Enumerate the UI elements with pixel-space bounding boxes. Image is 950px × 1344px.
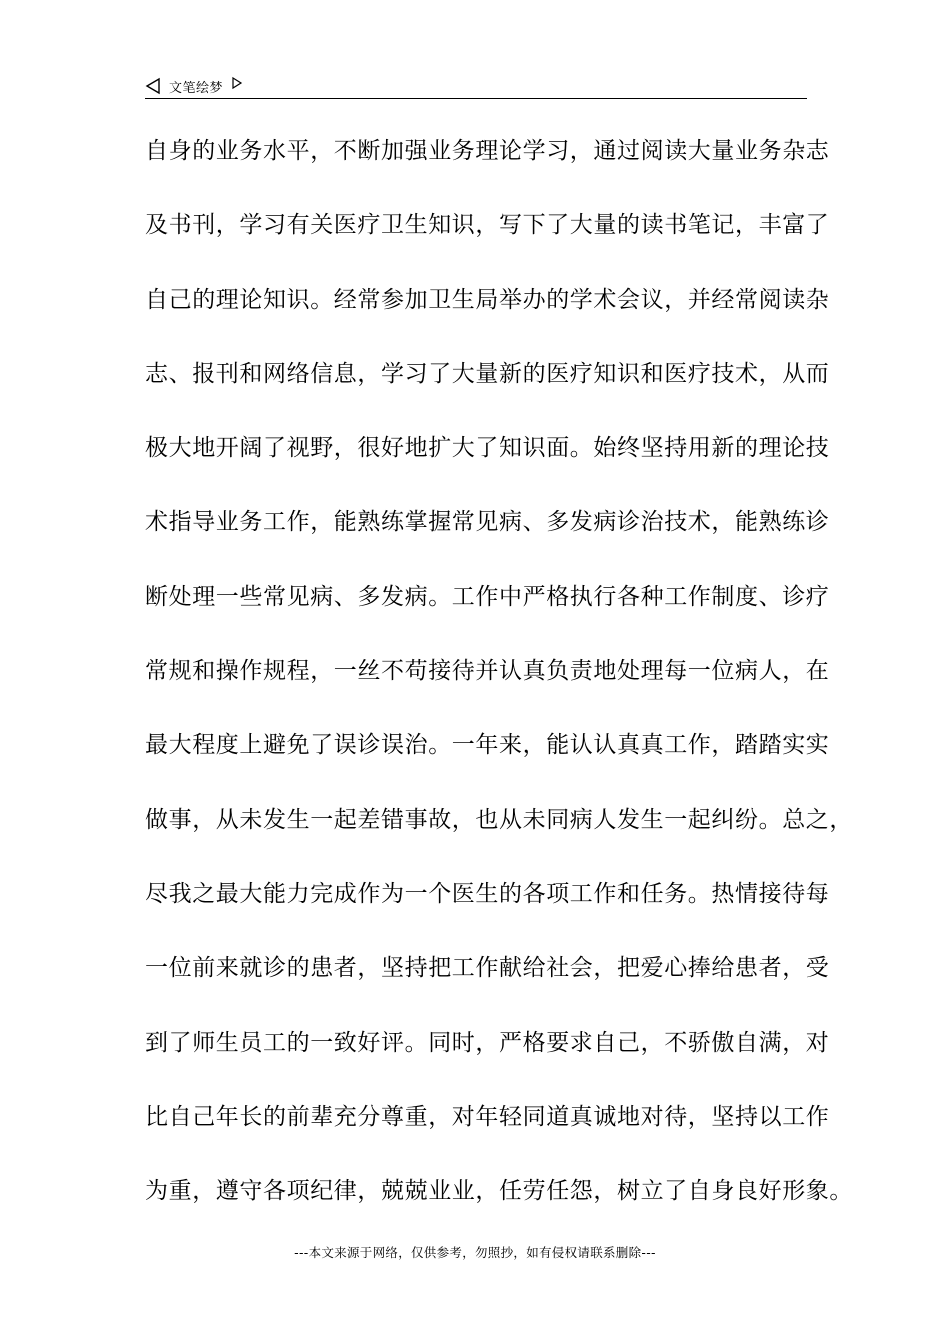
- body-line: 为重，遵守各项纪律，兢兢业业，任劳任怨，树立了自身良好形象。: [145, 1178, 853, 1205]
- body-line: 最大程度上避免了误诊误治。一年来，能认认真真工作，踏踏实实: [145, 732, 830, 759]
- body-line: 尽我之最大能力完成作为一个医生的各项工作和任务。热情接待每: [145, 880, 830, 907]
- body-line: 比自己年长的前辈充分尊重，对年轻同道真诚地对待，坚持以工作: [145, 1103, 830, 1130]
- body-line: 自己的理论知识。经常参加卫生局举办的学术会议，并经常阅读杂: [145, 286, 830, 313]
- document-header: [145, 74, 807, 98]
- triangle-left-outline-icon: [145, 77, 161, 95]
- body-paragraph: [145, 128, 853, 1242]
- body-line: 志、报刊和网络信息，学习了大量新的医疗知识和医疗技术，从而: [145, 360, 830, 387]
- body-line: 一位前来就诊的患者，坚持把工作献给社会，把爱心捧给患者，受: [145, 955, 830, 982]
- triangle-right-outline-icon: [231, 82, 243, 90]
- body-line: 术指导业务工作，能熟练掌握常见病、多发病诊治技术，能熟练诊: [145, 509, 830, 536]
- body-line: 做事，从未发生一起差错事故，也从未同病人发生一起纠纷。总之，: [145, 806, 853, 833]
- body-line: 及书刊，学习有关医疗卫生知识，写下了大量的读书笔记，丰富了: [145, 212, 830, 239]
- header-rule: [145, 98, 807, 99]
- body-line: 到了师生员工的一致好评。同时，严格要求自己，不骄傲自满，对: [145, 1029, 830, 1056]
- header-brand: 文笔绘梦: [169, 80, 224, 96]
- footer-disclaimer: ---本文来源于网络，仅供参考，勿照抄，如有侵权请联系删除---: [294, 1245, 656, 1260]
- body-line: 自身的业务水平，不断加强业务理论学习，通过阅读大量业务杂志: [145, 138, 830, 164]
- body-line: 常规和操作规程，一丝不苟接待并认真负责地处理每一位病人，在: [145, 658, 830, 685]
- body-line: 极大地开阔了视野，很好地扩大了知识面。始终坚持用新的理论技: [145, 435, 830, 462]
- body-line: 断处理一些常见病、多发病。工作中严格执行各种工作制度、诊疗: [145, 583, 830, 610]
